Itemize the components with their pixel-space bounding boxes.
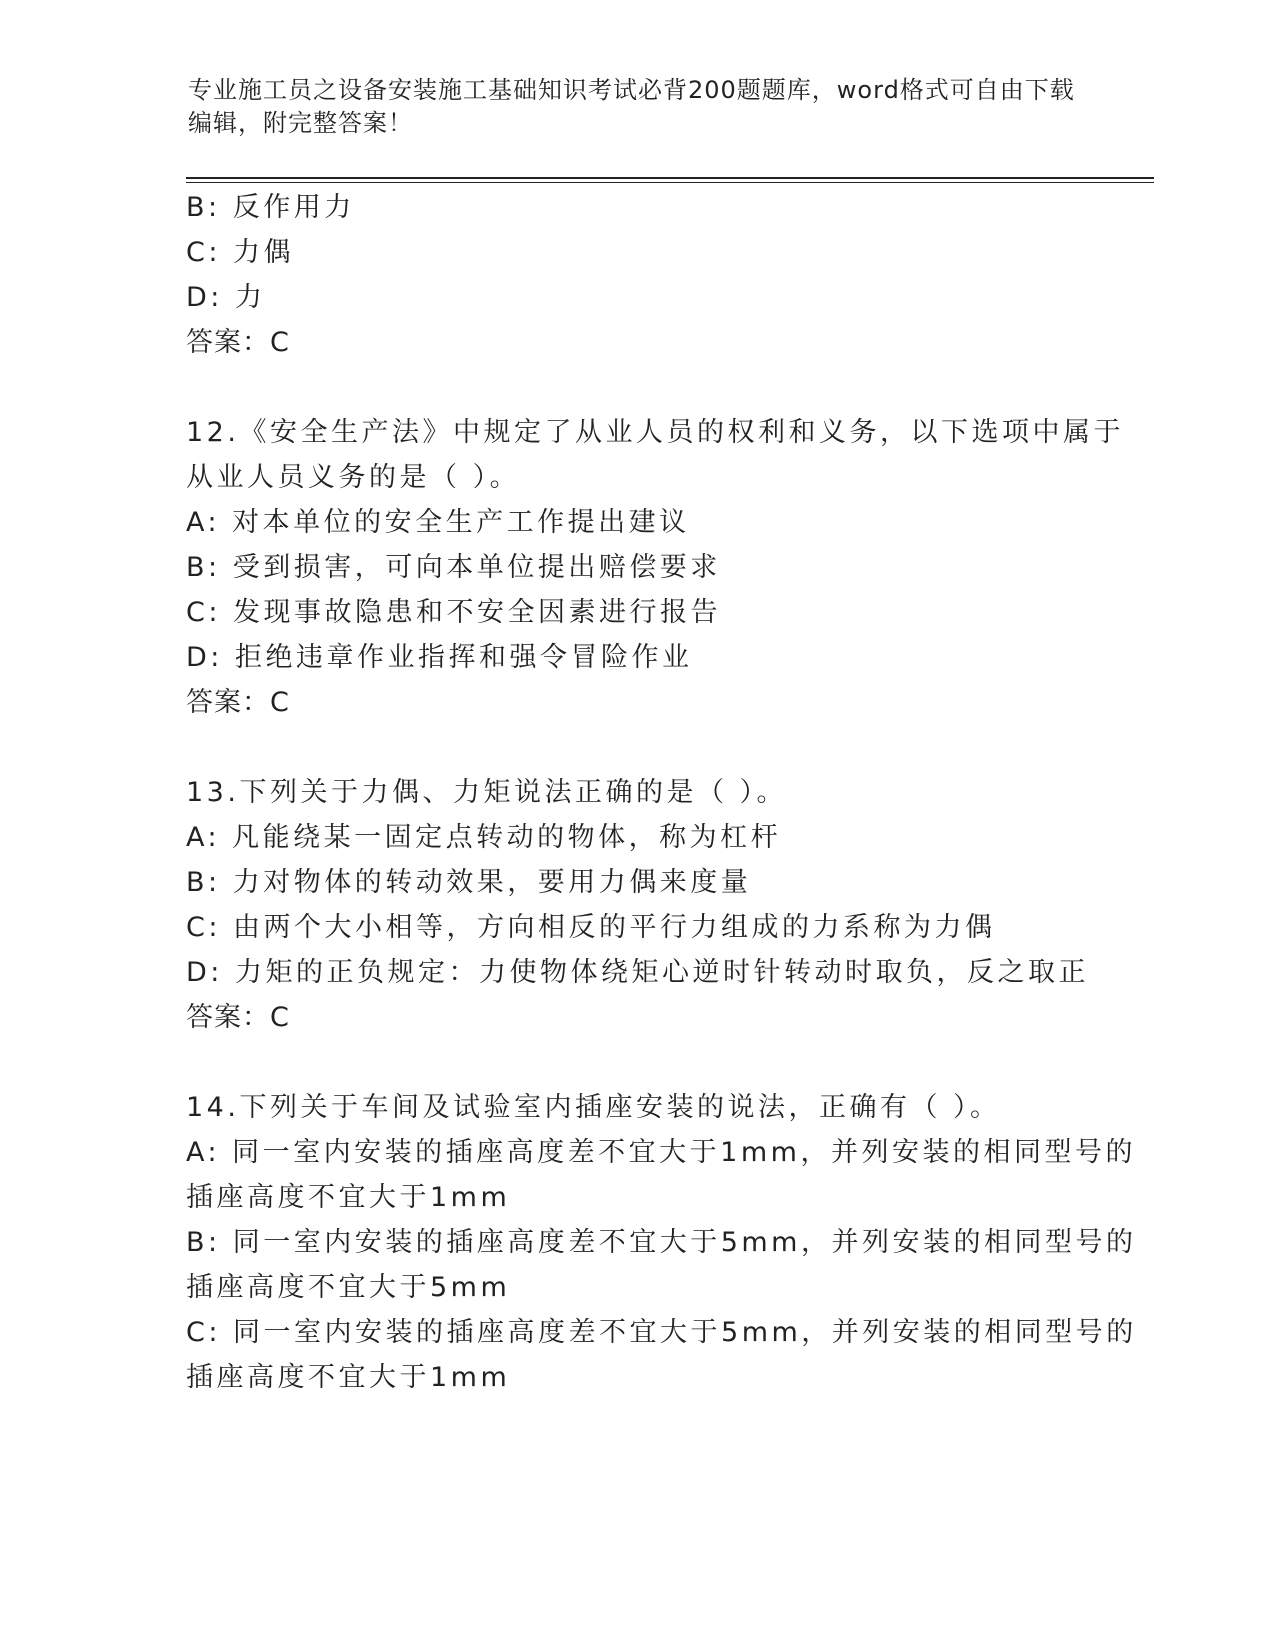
q11-answer: 答案：C bbox=[186, 327, 290, 358]
q12-option-c: C: 发现事故隐患和不安全因素进行报告 bbox=[186, 597, 722, 628]
q13-option-d: D: 力矩的正负规定：力使物体绕矩心逆时针转动时取负，反之取正 bbox=[186, 957, 1089, 988]
page-header bbox=[188, 74, 1088, 140]
header-rule-thin bbox=[186, 182, 1154, 183]
q13-option-c: C: 由两个大小相等，方向相反的平行力组成的力系称为力偶 bbox=[186, 912, 996, 943]
q14-option-c-line-1: C: 同一室内安装的插座高度差不宜大于5mm，并列安装的相同型号的 bbox=[186, 1317, 1137, 1348]
q13-option-a: A: 凡能绕某一固定点转动的物体，称为杠杆 bbox=[186, 822, 782, 853]
q12-stem-line-2: 从业人员义务的是（ ）。 bbox=[186, 462, 521, 493]
q13-answer: 答案：C bbox=[186, 1002, 290, 1033]
q13-stem: 13.下列关于力偶、力矩说法正确的是（ ）。 bbox=[186, 777, 788, 808]
q12-option-a: A: 对本单位的安全生产工作提出建议 bbox=[186, 507, 690, 538]
header-title-line-1: 专业施工员之设备安装施工基础知识考试必背200题题库，word格式可自由下载 bbox=[188, 76, 1075, 104]
q12-option-b: B: 受到损害，可向本单位提出赔偿要求 bbox=[186, 552, 721, 583]
header-title-line-2: 编辑，附完整答案！ bbox=[188, 109, 413, 137]
q14-option-b-line-2: 插座高度不宜大于5mm bbox=[186, 1272, 511, 1303]
q14-option-a-line-1: A: 同一室内安装的插座高度差不宜大于1mm，并列安装的相同型号的 bbox=[186, 1137, 1136, 1168]
header-rule-thick bbox=[186, 177, 1154, 179]
q12-answer: 答案：C bbox=[186, 687, 290, 718]
q14-option-c-line-2: 插座高度不宜大于1mm bbox=[186, 1362, 511, 1393]
q11-option-c: C: 力偶 bbox=[186, 237, 295, 268]
q12-stem-line-1: 12.《安全生产法》中规定了从业人员的权利和义务，以下选项中属于 bbox=[186, 417, 1124, 448]
q14-option-b-line-1: B: 同一室内安装的插座高度差不宜大于5mm，并列安装的相同型号的 bbox=[186, 1227, 1137, 1258]
q13-option-b: B: 力对物体的转动效果，要用力偶来度量 bbox=[186, 867, 752, 898]
q11-option-d: D: 力 bbox=[186, 282, 266, 313]
q14-stem: 14.下列关于车间及试验室内插座安装的说法，正确有（ ）。 bbox=[186, 1092, 1001, 1123]
q11-option-b: B: 反作用力 bbox=[186, 192, 355, 223]
q14-option-a-line-2: 插座高度不宜大于1mm bbox=[186, 1182, 511, 1213]
q12-option-d: D: 拒绝违章作业指挥和强令冒险作业 bbox=[186, 642, 693, 673]
